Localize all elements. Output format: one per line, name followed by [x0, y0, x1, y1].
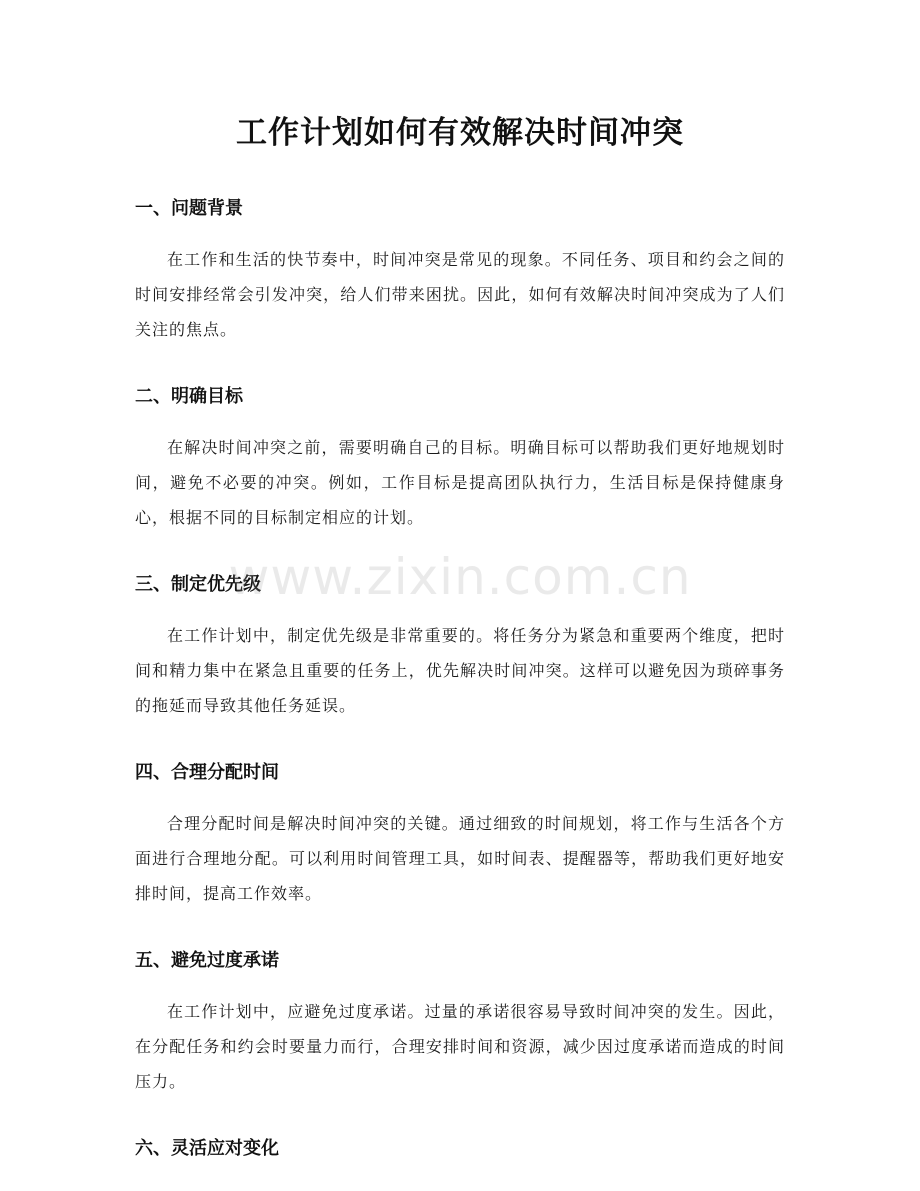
section-background	[135, 195, 785, 347]
section-paragraph: 在工作计划中，制定优先级是非常重要的。将任务分为紧急和重要两个维度，把时间和精力集中在紧急且重要的任务上，优先解决时间冲突。这样可以避免因为琐碎事务的拖延而导致其他任务延误。	[135, 626, 785, 715]
section-paragraph: 在解决时间冲突之前，需要明确自己的目标。明确目标可以帮助我们更好地规划时间，避免不必要的冲突。例如，工作目标是提高团队执行力，生活目标是保持健康身心，根据不同的目标制定相应的计划。	[135, 438, 785, 527]
section-allocate-time	[135, 759, 785, 911]
section-paragraph: 在工作计划中，应避免过度承诺。过量的承诺很容易导致时间冲突的发生。因此，在分配任务和约会时要量力而行，合理安排时间和资源，减少因过度承诺而造成的时间压力。	[135, 1002, 785, 1091]
watermark: www.zixin.com.cn	[228, 548, 692, 606]
section-avoid-overcommit	[135, 947, 785, 1099]
section-goals	[135, 383, 785, 535]
section-heading: 六、灵活应对变化	[135, 1138, 279, 1159]
section-paragraph: 合理分配时间是解决时间冲突的关键。通过细致的时间规划，将工作与生活各个方面进行合理地分配。可以利用时间管理工具，如时间表、提醒器等，帮助我们更好地安排时间，提高工作效率。	[135, 814, 785, 903]
section-heading: 一、问题背景	[135, 198, 243, 219]
section-flexibility	[135, 1135, 785, 1163]
section-heading: 四、合理分配时间	[135, 762, 279, 783]
document-title: 工作计划如何有效解决时间冲突	[236, 115, 684, 151]
section-priority	[135, 571, 785, 723]
section-paragraph: 在工作和生活的快节奏中，时间冲突是常见的现象。不同任务、项目和约会之间的时间安排经常会引发冲突，给人们带来困扰。因此，如何有效解决时间冲突成为了人们关注的焦点。	[135, 250, 785, 339]
section-heading: 二、明确目标	[135, 386, 243, 407]
section-heading: 五、避免过度承诺	[135, 950, 279, 971]
section-heading: 三、制定优先级	[135, 574, 261, 595]
